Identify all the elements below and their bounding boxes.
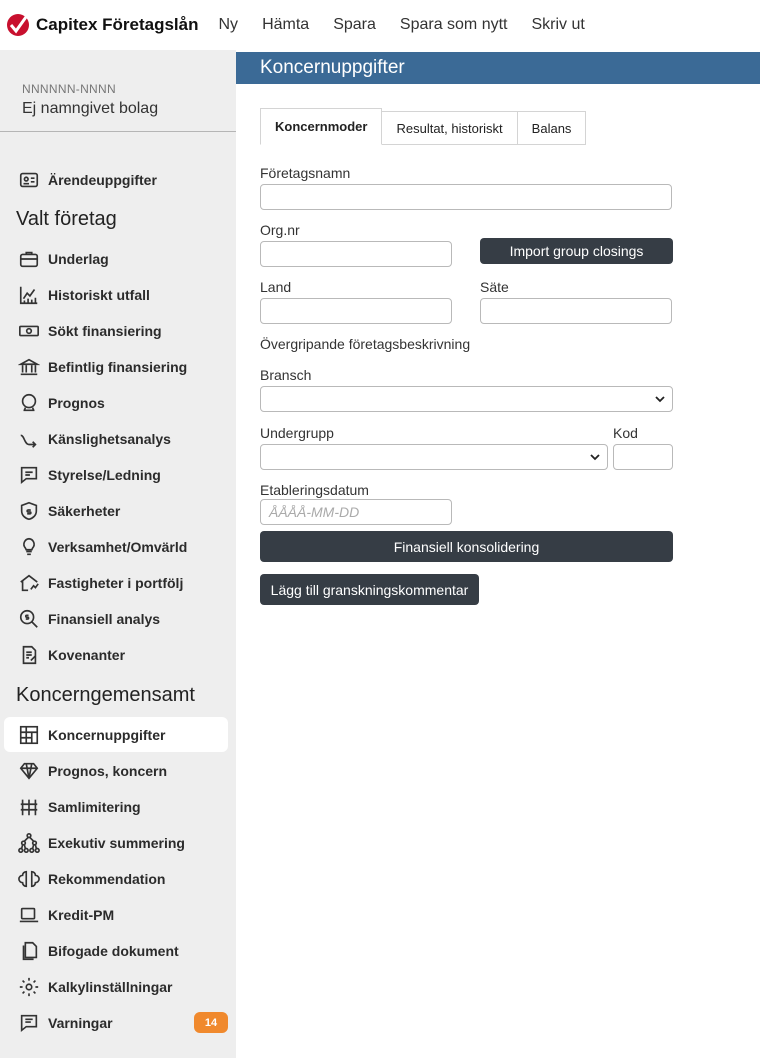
etableringsdatum-input[interactable]: ÅÅÅÅ-MM-DD — [260, 499, 452, 525]
sidebar-item-label: Varningar — [48, 1014, 113, 1031]
menu-save-as-new[interactable]: Spara som nytt — [399, 16, 508, 33]
case-name: Ej namngivet bolag — [22, 100, 159, 117]
sidebar-item-label: Sökt finansiering — [48, 322, 162, 339]
tab-resultat-historiskt[interactable]: Resultat, historiskt — [382, 111, 517, 145]
sidebar-item-kovenanter[interactable] — [4, 637, 228, 672]
settings-icon — [18, 976, 40, 998]
company-name-input[interactable] — [260, 184, 672, 210]
shield-dollar-icon — [18, 500, 40, 522]
sidebar-item-finansiell-analys[interactable] — [4, 601, 228, 636]
search-dollar-icon — [18, 608, 40, 630]
contract-icon — [18, 644, 40, 666]
sidebar-item-label: Verksamhet/Omvärld — [48, 538, 188, 555]
sidebar-item-underlag[interactable] — [4, 241, 228, 276]
money-icon — [18, 320, 40, 342]
documents-icon — [18, 940, 40, 962]
briefcase-icon — [18, 248, 40, 270]
grid-icon — [18, 724, 40, 746]
description-link[interactable]: Övergripande företagsbeskrivning — [260, 336, 471, 352]
house-chart-icon — [18, 572, 40, 594]
tab-koncernmoder[interactable]: Koncernmoder — [260, 108, 382, 145]
sidebar-item-label: Befintlig finansiering — [48, 358, 188, 375]
bransch-select[interactable] — [260, 386, 673, 412]
fence-icon — [18, 796, 40, 818]
import-group-closings-button[interactable]: Import group closings — [480, 238, 673, 264]
sate-input[interactable] — [480, 298, 672, 324]
sidebar-item-verksamhet-omvärld[interactable] — [4, 529, 228, 564]
org-nr-label: Org.nr — [260, 222, 300, 238]
sidebar-item-label: Finansiell analys — [48, 610, 161, 627]
bank-icon — [18, 356, 40, 378]
sidebar-item-label: Ärendeuppgifter — [48, 171, 157, 188]
sidebar-item-varningar[interactable] — [4, 1005, 228, 1040]
menu-save[interactable]: Spara — [333, 16, 376, 33]
chart-icon — [18, 284, 40, 306]
tab-bar — [260, 108, 586, 145]
tab-balans[interactable]: Balans — [518, 111, 587, 145]
chevron-down-icon — [654, 393, 666, 405]
sidebar-item-rekommendation[interactable] — [4, 861, 228, 896]
sidebar-item-label: Prognos, koncern — [48, 762, 168, 779]
brain-icon — [18, 868, 40, 890]
sidebar-item-exekutiv-summering[interactable] — [4, 825, 228, 860]
case-info — [0, 50, 236, 132]
sidebar-item-säkerheter[interactable] — [4, 493, 228, 528]
etableringsdatum-label: Etableringsdatum — [260, 482, 369, 498]
bransch-label: Bransch — [260, 367, 312, 383]
top-bar — [0, 0, 760, 50]
sidebar-item-label: Rekommendation — [48, 870, 166, 887]
sate-label: Säte — [480, 279, 509, 295]
land-label: Land — [260, 279, 292, 295]
sidebar-item-label: Bifogade dokument — [48, 942, 179, 959]
id-card-icon — [18, 169, 40, 191]
land-input[interactable] — [260, 298, 452, 324]
sidebar-item-label: Koncernuppgifter — [48, 726, 166, 743]
trend-arrow-icon — [18, 428, 40, 450]
menu-open[interactable]: Hämta — [262, 16, 310, 33]
laptop-icon — [18, 904, 40, 926]
sidebar-item-koncernuppgifter[interactable] — [4, 717, 228, 752]
hierarchy-icon — [18, 832, 40, 854]
sidebar-item-label: Exekutiv summering — [48, 834, 185, 851]
sidebar-item-styrelse-ledning[interactable] — [4, 457, 228, 492]
sidebar-item-historiskt-utfall[interactable] — [4, 277, 228, 312]
sidebar-item-label: Kredit-PM — [48, 906, 115, 923]
sidebar-item-label: Historiskt utfall — [48, 286, 150, 303]
sidebar-item-samlimitering[interactable] — [4, 789, 228, 824]
brand-name: Capitex Företagslån — [36, 15, 199, 34]
top-menu — [219, 16, 609, 34]
undergrupp-label: Undergrupp — [260, 425, 334, 441]
sidebar-item-label: Kovenanter — [48, 646, 126, 663]
sidebar-item-arendeuppgifter[interactable] — [4, 162, 228, 197]
undergrupp-select[interactable] — [260, 444, 608, 470]
kod-label: Kod — [613, 425, 638, 441]
message-alert-icon — [18, 1012, 40, 1034]
brand[interactable] — [6, 13, 199, 37]
menu-print[interactable]: Skriv ut — [531, 16, 585, 33]
org-nr-input[interactable] — [260, 241, 452, 267]
sidebar-item-befintlig-finansiering[interactable] — [4, 349, 228, 384]
sidebar-item-kalkylinställningar[interactable] — [4, 969, 228, 1004]
sidebar-item-label: Fastigheter i portfölj — [48, 574, 184, 591]
sidebar-item-kredit-pm[interactable] — [4, 897, 228, 932]
sidebar-item-label: Underlag — [48, 250, 109, 267]
menu-new[interactable]: Ny — [218, 16, 239, 33]
sidebar-item-label: Kalkylinställningar — [48, 978, 173, 995]
sidebar-item-label: Styrelse/Ledning — [48, 466, 161, 483]
kod-input[interactable] — [613, 444, 673, 470]
sidebar-item-prognos[interactable] — [4, 385, 228, 420]
message-icon — [18, 464, 40, 486]
case-number: NNNNNN-NNNN — [22, 82, 116, 96]
sidebar-item-bifogade-dokument[interactable] — [4, 933, 228, 968]
sidebar — [0, 50, 236, 1058]
sidebar-item-label: Känslighetsanalys — [48, 430, 171, 447]
financial-consolidation-button[interactable]: Finansiell konsolidering — [260, 531, 673, 562]
section-koncerngemensamt: Koncerngemensamt — [16, 684, 195, 706]
sidebar-item-label: Säkerheter — [48, 502, 121, 519]
sidebar-item-label: Samlimitering — [48, 798, 141, 815]
section-valt-foretag: Valt företag — [16, 208, 117, 230]
sidebar-item-label: Prognos — [48, 394, 105, 411]
company-name-label: Företagsnamn — [260, 165, 351, 181]
add-review-comment-button[interactable]: Lägg till granskningskommentar — [260, 574, 479, 605]
brand-logo-icon — [6, 13, 30, 37]
chevron-down-icon — [589, 451, 601, 463]
page-title: Koncernuppgifter — [236, 52, 760, 84]
crystal-ball-icon — [18, 392, 40, 414]
diamond-icon — [18, 760, 40, 782]
sidebar-item-känslighetsanalys[interactable] — [4, 421, 228, 456]
sidebar-item-fastigheter-i-portfölj[interactable] — [4, 565, 228, 600]
warnings-count-badge: 14 — [194, 1012, 228, 1033]
sidebar-item-sökt-finansiering[interactable] — [4, 313, 228, 348]
lightbulb-icon — [18, 536, 40, 558]
sidebar-item-prognos-koncern[interactable] — [4, 753, 228, 788]
